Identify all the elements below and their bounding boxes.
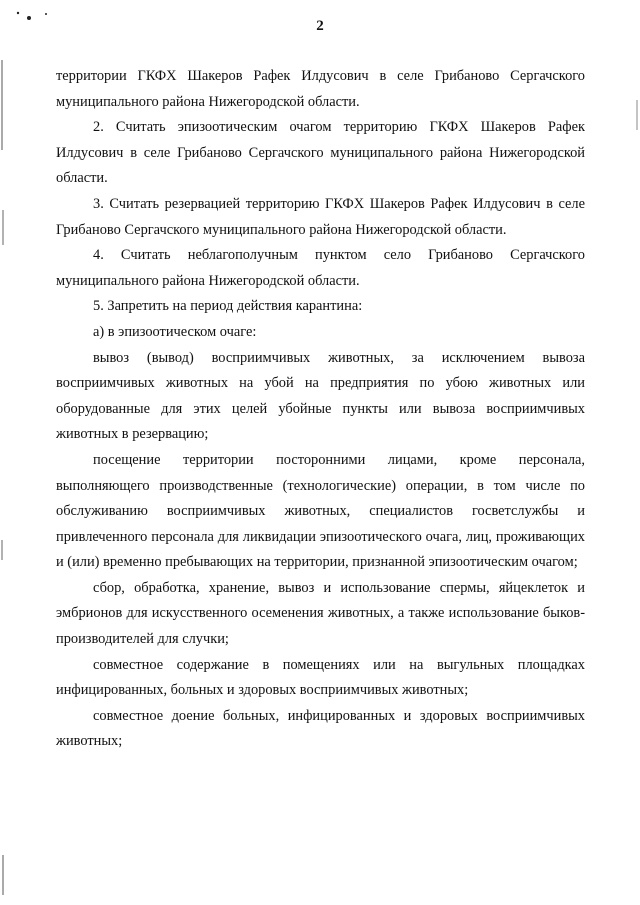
paragraph: посещение территории посторонними лицами, кроме персонала, выполняющего производственные (технологические) операции, в том числе по обслуживанию восприимчивых животных, специалистов госветслужбы и привлеченного персонала для ликвидации эпизоотического очага, лиц, проживающих и (или) временно пребывающих на территории, признанной эпизоотическим очагом; <box>56 451 585 571</box>
scan-speck <box>17 12 19 14</box>
paragraph: 3. Считать резервацией территорию ГКФХ Шакеров Рафек Илдусович в селе Грибаново Сергачского муниципального района Нижегородской области. <box>56 195 585 238</box>
paragraph: совместное доение больных, инфицированных и здоровых восприимчивых животных; <box>56 707 585 750</box>
paragraph: 5. Запретить на период действия карантина: <box>93 298 363 315</box>
paragraph: совместное содержание в помещениях или на выгульных площадках инфицированных, больных и здоровых восприимчивых животных; <box>56 656 585 699</box>
page-number: 2 <box>316 18 324 34</box>
paragraph: сбор, обработка, хранение, вывоз и использование спермы, яйцеклеток и эмбрионов для искусственного осеменения животных, а также использование быков-производителей для случки; <box>56 579 585 648</box>
paragraph: территории ГКФХ Шакеров Рафек Илдусович в селе Грибаново Сергачского муниципального района Нижегородской области. <box>56 68 585 110</box>
scan-speck <box>45 13 47 15</box>
paragraph: а) в эпизоотическом очаге: <box>93 323 257 340</box>
paragraph: 4. Считать неблагополучным пунктом село Грибаново Сергачского муниципального района Нижегородской области. <box>56 247 585 289</box>
scan-speck <box>27 16 31 20</box>
paragraph: вывоз (вывод) восприимчивых животных, за исключением вывоза восприимчивых животных на убой на предприятия по убою животных или оборудованные для этих целей убойные пункты или вывоза восприимчивых животных в резервацию; <box>56 349 585 443</box>
paragraph: 2. Считать эпизоотическим очагом территорию ГКФХ Шакеров Рафек Илдусович в селе Грибаново Сергачского муниципального района Нижегородской области. <box>56 119 585 187</box>
document-body <box>56 64 585 755</box>
